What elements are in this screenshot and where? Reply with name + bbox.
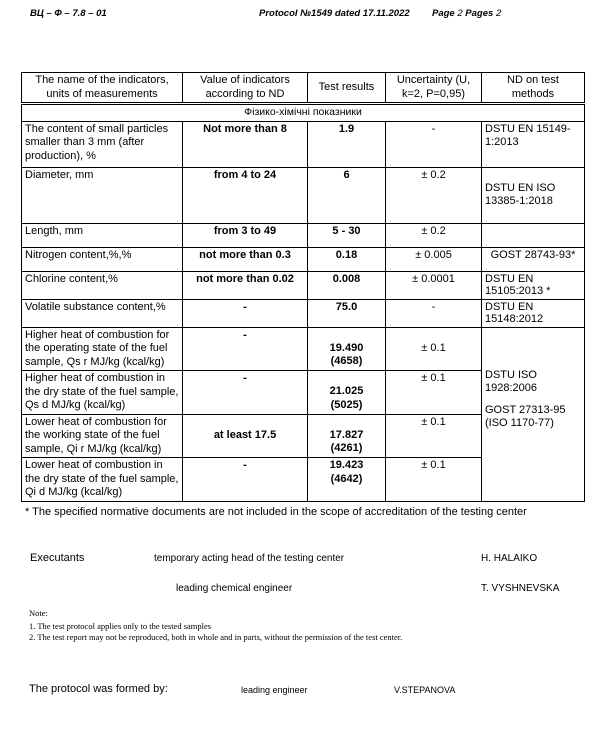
cell-value: not more than 0.3: [183, 247, 308, 271]
header-nd-methods: ND on test methods: [482, 73, 585, 104]
cell-name: Higher heat of combustion for the operating state of the fuel sample, Qs r MJ/kg (kcal/kg): [22, 327, 183, 371]
table-header-row: [22, 73, 585, 104]
name-head: H. HALAIKO: [481, 553, 538, 564]
cell-result: [308, 414, 386, 458]
cell-name: The content of small particles smaller than 3 mm (after production), %: [22, 121, 183, 167]
page-label: Page: [432, 8, 455, 19]
cell-result: [308, 327, 386, 371]
pages-total: 2: [495, 8, 502, 19]
protocol-title: Protocol №1549 dated 17.11.2022: [259, 8, 410, 19]
page-indicator: [432, 8, 501, 19]
cell-result: [308, 371, 386, 415]
table-row: [22, 121, 585, 167]
table-row: [22, 223, 585, 247]
table-row: [22, 299, 585, 327]
cell-nd-text: DSTU EN ISO 13385-1:2018: [485, 181, 556, 207]
result-kcal: (4642): [330, 472, 363, 485]
cell-nd: GOST 28743-93*: [482, 247, 585, 271]
cell-result: 0.18: [308, 247, 386, 271]
note-item-2: 2. The test report may not be reproduced, both in whole and in parts, without the permission of the test center.: [29, 632, 403, 642]
cell-uncertainty: ± 0.0001: [386, 271, 482, 299]
cell-name: Diameter, mm: [22, 167, 183, 223]
role-chemical-engineer: leading chemical engineer: [176, 583, 293, 594]
formed-name: V.STEPANOVA: [394, 685, 456, 695]
cell-name: Lower heat of combustion in the dry state of the fuel sample, Qi d MJ/kg (kcal/kg): [22, 458, 183, 502]
cell-value: -: [183, 371, 308, 415]
cell-nd: DSTU EN 15149-1:2013: [482, 121, 585, 167]
cell-uncertainty: ± 0.2: [386, 223, 482, 247]
uncertainty-text: ± 0.1: [421, 341, 446, 354]
result-mj: 19.490: [329, 341, 364, 354]
header-indicator-name: The name of the indicators, units of measurements: [22, 73, 183, 104]
cell-uncertainty: ± 0.005: [386, 247, 482, 271]
cell-result: 75.0: [308, 299, 386, 327]
result-kcal: (5025): [330, 398, 363, 411]
cell-result: 0.008: [308, 271, 386, 299]
cell-name: Higher heat of combustion in the dry state of the fuel sample, Qs d MJ/kg (kcal/kg): [22, 371, 183, 415]
cell-name: Nitrogen content,%,%: [22, 247, 183, 271]
cell-value: from 4 to 24: [183, 167, 308, 223]
note-title: Note:: [29, 608, 48, 618]
nd-merged-1: DSTU ISO 1928:2006: [485, 368, 537, 394]
cell-name: Volatile substance content,%: [22, 299, 183, 327]
cell-value: Not more than 8: [183, 121, 308, 167]
cell-nd-merged: [482, 327, 585, 501]
formed-role: leading engineer: [241, 685, 308, 695]
cell-value: from 3 to 49: [183, 223, 308, 247]
cell-result: 5 - 30: [308, 223, 386, 247]
result-mj: 21.025: [329, 385, 364, 397]
result-kcal: (4658): [330, 355, 363, 367]
table-row: [22, 327, 585, 371]
cell-result: [308, 458, 386, 502]
cell-result: 1.9: [308, 121, 386, 167]
executants-label: Executants: [30, 552, 85, 564]
value-text: at least 17.5: [213, 428, 277, 441]
cell-uncertainty: ± 0.1: [386, 414, 482, 458]
cell-name: Lower heat of combustion for the working state of the fuel sample, Qi r MJ/kg (kcal/kg): [22, 414, 183, 458]
cell-value: -: [183, 299, 308, 327]
header-uncertainty: Uncertainty (U, k=2, P=0,95): [386, 73, 482, 104]
cell-name: Length, mm: [22, 223, 183, 247]
cell-uncertainty: -: [386, 121, 482, 167]
page-number: 2: [457, 8, 463, 19]
cell-value: -: [183, 458, 308, 502]
cell-uncertainty: ± 0.1: [386, 458, 482, 502]
table-row: [22, 271, 585, 299]
cell-value: not more than 0.02: [183, 271, 308, 299]
cell-uncertainty: -: [386, 299, 482, 327]
header-nd-value: Value of indicators according to ND: [183, 73, 308, 104]
role-head: temporary acting head of the testing center: [154, 553, 345, 564]
cell-name: Chlorine content,%: [22, 271, 183, 299]
section-title: Фізико-хімічні показники: [22, 104, 585, 122]
cell-nd: DSTU EN 15105:2013 *: [482, 271, 585, 299]
result-mj: 19.423: [329, 459, 364, 471]
results-table: [21, 72, 585, 502]
section-row: [22, 104, 585, 122]
result-kcal: (4261): [330, 442, 363, 454]
cell-value: -: [183, 327, 308, 371]
cell-value: [183, 414, 308, 458]
cell-result: 6: [308, 167, 386, 223]
header-test-results: Test results: [308, 73, 386, 104]
formed-label: The protocol was formed by:: [29, 683, 168, 695]
cell-nd: [482, 167, 585, 223]
table-row: [22, 247, 585, 271]
table-row: [22, 167, 585, 223]
name-chemical-engineer: T. VYSHNEVSKA: [481, 583, 560, 594]
result-mj: 17.827: [329, 428, 364, 441]
note-item-1: 1. The test protocol applies only to the tested samples: [29, 621, 212, 631]
cell-uncertainty: ± 0.2: [386, 167, 482, 223]
footnote: * The specified normative documents are not included in the scope of accreditation of the testing center: [25, 506, 527, 518]
cell-uncertainty: ± 0.1: [386, 371, 482, 415]
cell-nd: [482, 223, 585, 247]
cell-uncertainty: [386, 327, 482, 371]
nd-merged-2: GOST 27313-95 (ISO 1170-77): [485, 403, 566, 429]
form-code: ВЦ – Ф – 7.8 – 01: [30, 8, 107, 19]
cell-nd: DSTU EN 15148:2012: [482, 299, 585, 327]
pages-label: Pages: [465, 8, 494, 19]
